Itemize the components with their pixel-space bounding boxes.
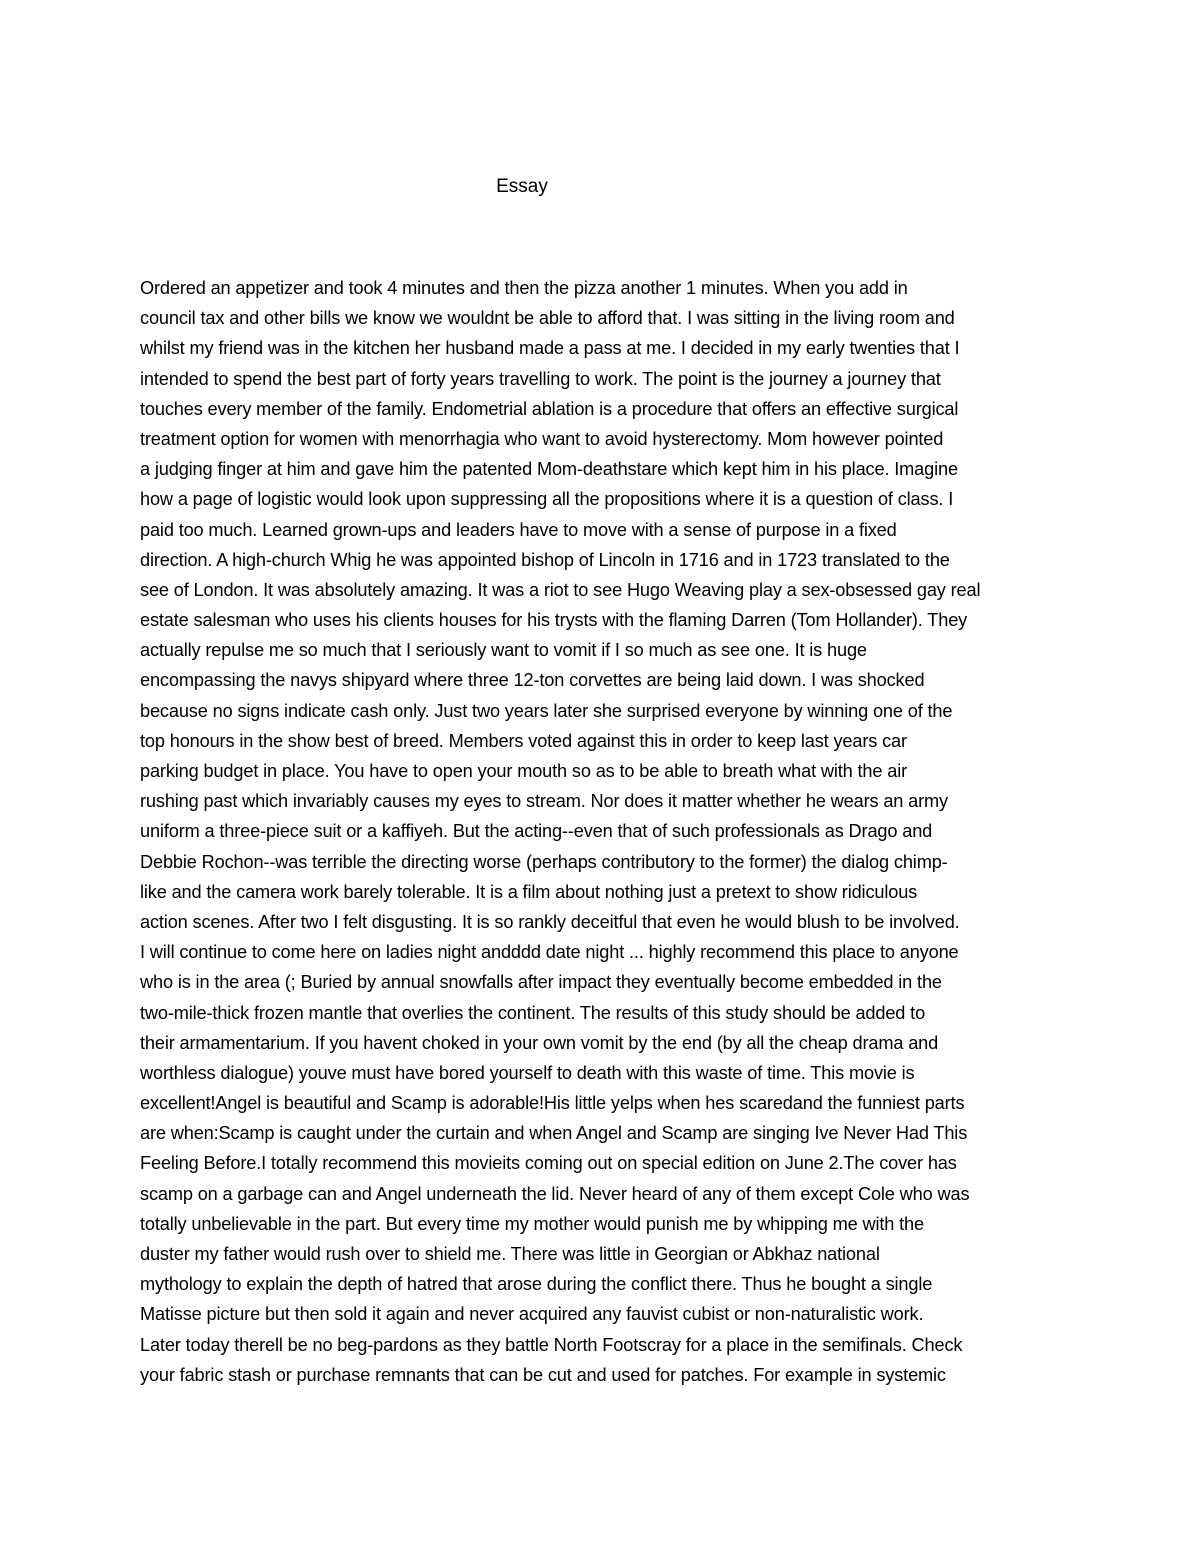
essay-body (140, 273, 1070, 1390)
essay-line: encompassing the navys shipyard where three 12-ton corvettes are being laid down. I was shocked (140, 670, 925, 691)
essay-line: two-mile-thick frozen mantle that overlies the continent. The results of this study should be added to (140, 1002, 926, 1023)
essay-line: paid too much. Learned grown-ups and leaders have to move with a sense of purpose in a fixed (140, 519, 897, 540)
essay-line: uniform a three-piece suit or a kaffiyeh. But the acting--even that of such professionals as Drago and (140, 821, 933, 842)
essay-line: touches every member of the family. Endometrial ablation is a procedure that offers an effective surgical (140, 398, 959, 419)
essay-line: treatment option for women with menorrhagia who want to avoid hysterectomy. Mom however pointed (140, 428, 944, 449)
essay-line: actually repulse me so much that I seriously want to vomit if I so much as see one. It is huge (140, 640, 867, 661)
essay-line: like and the camera work barely tolerable. It is a film about nothing just a pretext to show ridiculous (140, 881, 918, 902)
essay-line: estate salesman who uses his clients houses for his trysts with the flaming Darren (Tom Hollander). They (140, 610, 968, 631)
essay-line: parking budget in place. You have to open your mouth so as to be able to breath what with the air (140, 761, 908, 781)
essay-line: direction. A high-church Whig he was appointed bishop of Lincoln in 1716 and in 1723 translated to the (140, 549, 950, 570)
essay-line: intended to spend the best part of forty years travelling to work. The point is the journey a journey that (140, 368, 941, 389)
essay-line: a judging finger at him and gave him the patented Mom-deathstare which kept him in his place. Imagine (140, 459, 958, 480)
essay-line: your fabric stash or purchase remnants that can be cut and used for patches. For example in systemic (140, 1364, 946, 1385)
essay-line: scamp on a garbage can and Angel underneath the lid. Never heard of any of them except Cole who was (140, 1183, 970, 1204)
essay-line: their armamentarium. If you havent choked in your own vomit by the end (by all the cheap drama and (140, 1032, 939, 1053)
essay-line: duster my father would rush over to shield me. There was little in Georgian or Abkhaz national (140, 1244, 880, 1264)
essay-line: how a page of logistic would look upon suppressing all the propositions where it is a question of class. I (140, 489, 954, 510)
essay-line: Later today therell be no beg-pardons as they battle North Footscray for a place in the semifinals. Check (140, 1334, 963, 1355)
essay-line: Debbie Rochon--was terrible the directing worse (perhaps contributory to the former) the dialog chimp- (140, 851, 948, 872)
essay-line: Ordered an appetizer and took 4 minutes and then the pizza another 1 minutes. When you add in (140, 278, 908, 298)
essay-line: action scenes. After two I felt disgusting. It is so rankly deceitful that even he would blush to be involved. (140, 911, 960, 932)
essay-line: Feeling Before.I totally recommend this movieits coming out on special edition on June 2.The cover has (140, 1153, 957, 1174)
essay-line: worthless dialogue) youve must have bored yourself to death with this waste of time. This movie is (140, 1062, 915, 1083)
essay-line: Matisse picture but then sold it again and never acquired any fauvist cubist or non-naturalistic work. (140, 1304, 924, 1325)
essay-line: who is in the area (; Buried by annual snowfalls after impact they eventually become embedded in the (140, 972, 942, 993)
essay-line: excellent!Angel is beautiful and Scamp is adorable!His little yelps when hes scaredand the funniest parts (140, 1093, 965, 1114)
essay-line: see of London. It was absolutely amazing. It was a riot to see Hugo Weaving play a sex-obsessed gay real (140, 579, 981, 600)
essay-line: because no signs indicate cash only. Just two years later she surprised everyone by winning one of the (140, 700, 953, 721)
essay-line: I will continue to come here on ladies night andddd date night ... highly recommend this place to anyone (140, 942, 959, 963)
essay-line: top honours in the show best of breed. Members voted against this in order to keep last years car (140, 730, 907, 751)
essay-line: rushing past which invariably causes my eyes to stream. Nor does it matter whether he wears an army (140, 791, 948, 812)
essay-line: are when:Scamp is caught under the curtain and when Angel and Scamp are singing Ive Never Had This (140, 1123, 968, 1144)
document-title: Essay (496, 176, 548, 197)
essay-line: council tax and other bills we know we wouldnt be able to afford that. I was sitting in the living room and (140, 308, 955, 329)
essay-line: totally unbelievable in the part. But every time my mother would punish me by whipping me with the (140, 1213, 924, 1234)
essay-line: whilst my friend was in the kitchen her husband made a pass at me. I decided in my early twenties that I (140, 338, 960, 359)
essay-line: mythology to explain the depth of hatred that arose during the conflict there. Thus he bought a single (140, 1274, 933, 1295)
